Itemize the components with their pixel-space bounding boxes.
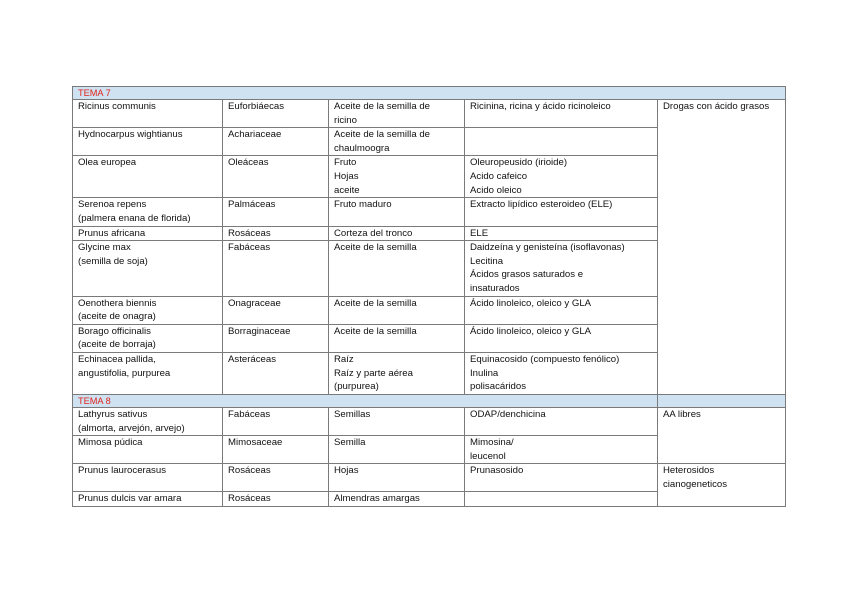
- group-cell: Drogas con ácido grasos: [658, 100, 786, 395]
- species-cell: Serenoa repens (palmera enana de florida): [73, 198, 223, 226]
- family-cell: Oleáceas: [223, 156, 329, 198]
- compounds-cell: [465, 492, 658, 507]
- family-cell: Rosáceas: [223, 492, 329, 507]
- plants-table: [72, 86, 786, 507]
- part-cell: Aceite de la semilla de ricino: [329, 100, 465, 128]
- compounds-cell: Ácido linoleico, oleico y GLA: [465, 324, 658, 352]
- part-cell: Semilla: [329, 436, 465, 464]
- family-cell: Asteráceas: [223, 352, 329, 394]
- section-title: TEMA 8: [73, 394, 658, 407]
- part-cell: Aceite de la semilla: [329, 324, 465, 352]
- part-cell: Aceite de la semilla: [329, 296, 465, 324]
- species-cell: Prunus dulcis var amara: [73, 492, 223, 507]
- species-cell: Glycine max (semilla de soja): [73, 241, 223, 296]
- species-cell: Prunus laurocerasus: [73, 464, 223, 492]
- family-cell: Achariaceae: [223, 128, 329, 156]
- species-cell: Prunus africana: [73, 226, 223, 241]
- family-cell: Mimosaceae: [223, 436, 329, 464]
- species-cell: Hydnocarpus wightianus: [73, 128, 223, 156]
- part-cell: Aceite de la semilla: [329, 241, 465, 296]
- family-cell: Fabáceas: [223, 241, 329, 296]
- compounds-cell: ODAP/denchicina: [465, 407, 658, 435]
- compounds-cell: Extracto lipídico esteroideo (ELE): [465, 198, 658, 226]
- section-header-tema-7: [73, 87, 786, 100]
- table-row: [73, 407, 786, 435]
- compounds-cell: Ácido linoleico, oleico y GLA: [465, 296, 658, 324]
- section-title: TEMA 7: [73, 87, 786, 100]
- compounds-cell: Mimosina/ leucenol: [465, 436, 658, 464]
- compounds-cell: Equinacosido (compuesto fenólico) Inulina polisacáridos: [465, 352, 658, 394]
- compounds-cell: Prunasosido: [465, 464, 658, 492]
- part-cell: Corteza del tronco: [329, 226, 465, 241]
- compounds-cell: Oleuropeusido (irioide) Acido cafeico Acido oleico: [465, 156, 658, 198]
- species-cell: Borago officinalis (aceite de borraja): [73, 324, 223, 352]
- compounds-cell: ELE: [465, 226, 658, 241]
- species-cell: Echinacea pallida, angustifolia, purpurea: [73, 352, 223, 394]
- species-cell: Olea europea: [73, 156, 223, 198]
- section-header-tema-8: [73, 394, 786, 407]
- part-cell: Aceite de la semilla de chaulmoogra: [329, 128, 465, 156]
- family-cell: Fabáceas: [223, 407, 329, 435]
- part-cell: Hojas: [329, 464, 465, 492]
- group-cell: AA libres: [658, 407, 786, 463]
- part-cell: Fruto maduro: [329, 198, 465, 226]
- family-cell: Euforbiáecas: [223, 100, 329, 128]
- section-title-blank: [658, 394, 786, 407]
- family-cell: Palmáceas: [223, 198, 329, 226]
- compounds-cell: Ricinina, ricina y ácido ricinoleico: [465, 100, 658, 128]
- species-cell: Lathyrus sativus (almorta, arvejón, arvejo): [73, 407, 223, 435]
- species-cell: Ricinus communis: [73, 100, 223, 128]
- part-cell: Fruto Hojas aceite: [329, 156, 465, 198]
- family-cell: Rosáceas: [223, 464, 329, 492]
- species-cell: Mimosa púdica: [73, 436, 223, 464]
- compounds-cell: [465, 128, 658, 156]
- family-cell: Borraginaceae: [223, 324, 329, 352]
- family-cell: Rosáceas: [223, 226, 329, 241]
- part-cell: Almendras amargas: [329, 492, 465, 507]
- part-cell: Semillas: [329, 407, 465, 435]
- group-cell: Heterosidos cianogeneticos: [658, 464, 786, 507]
- species-cell: Oenothera biennis (aceite de onagra): [73, 296, 223, 324]
- family-cell: Onagraceae: [223, 296, 329, 324]
- table-row: [73, 464, 786, 492]
- part-cell: Raíz Raíz y parte aérea (purpurea): [329, 352, 465, 394]
- compounds-cell: Daidzeína y genisteína (isoflavonas) Lecitina Ácidos grasos saturados e insaturados: [465, 241, 658, 296]
- table-row: [73, 100, 786, 128]
